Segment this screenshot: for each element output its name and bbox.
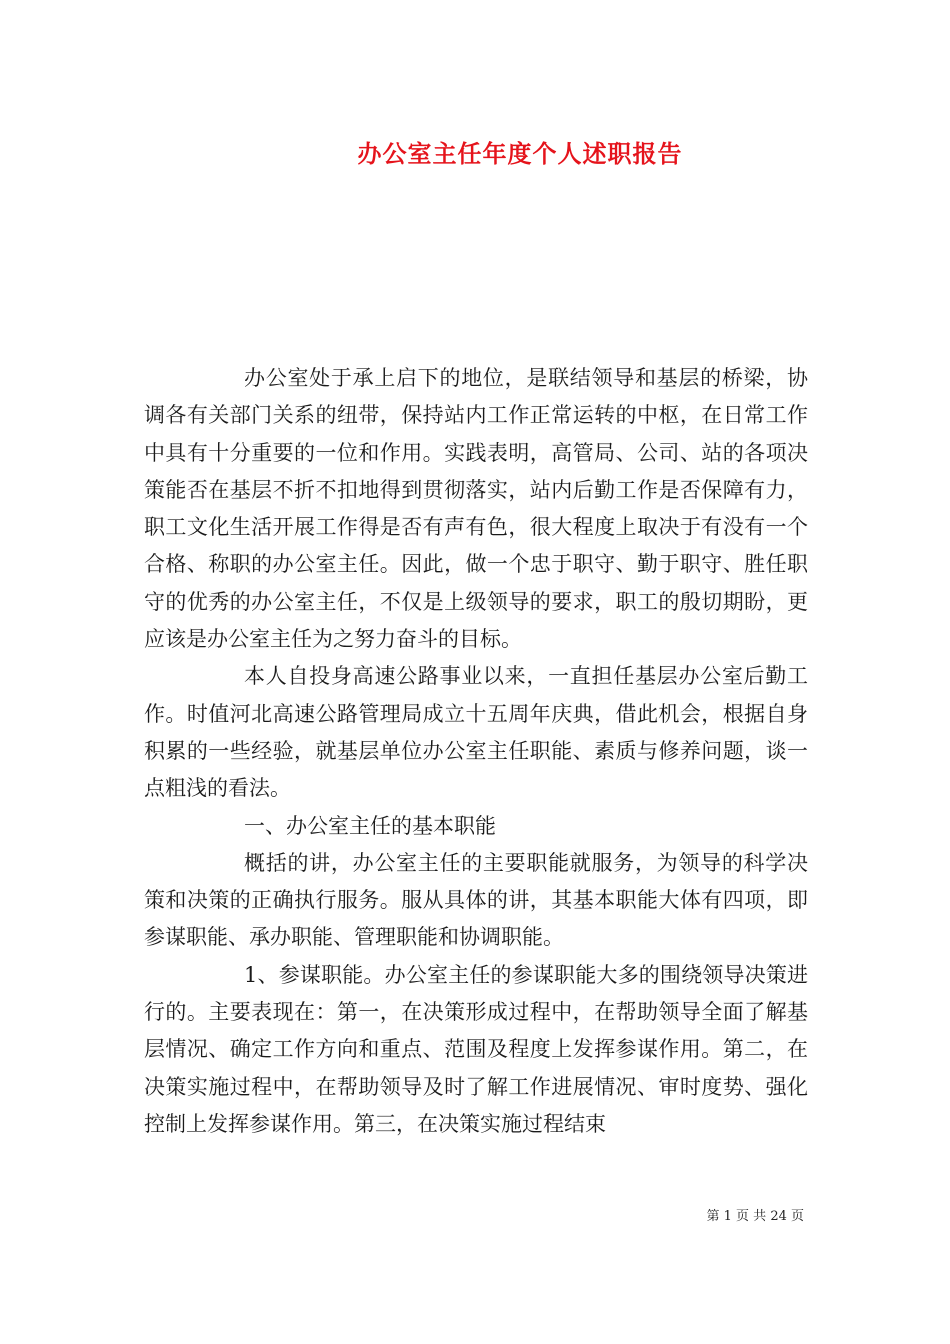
paragraph-functions-overview: 概括的讲，办公室主任的主要职能就服务，为领导的科学决策和决策的正确执行服务。服从具体的讲，其基本职能大体有四项，即参谋职能、承办职能、管理职能和协调职能。 (144, 850, 808, 950)
page-number: 第 1 页 共 24 页 (706, 1209, 804, 1224)
section-heading-basic-functions: 一、办公室主任的基本职能 (244, 813, 496, 838)
paragraph-advisory-function: 1、参谋职能。办公室主任的参谋职能大多的围绕领导决策进行的。主要表现在：第一，在决策形成过程中，在帮助领导全面了解基层情况、确定工作方向和重点、范围及程度上发挥参谋作用。第二，在决策实施过程中，在帮助领导及时了解工作进展情况、审时度势、强化控制上发挥参谋作用。第三，在决策实施过程结束 (144, 962, 808, 1136)
paragraph-background: 本人自投身高速公路事业以来，一直担任基层办公室后勤工作。时值河北高速公路管理局成立十五周年庆典，借此机会，根据自身积累的一些经验，就基层单位办公室主任职能、素质与修养问题，谈一点粗浅的看法。 (144, 664, 808, 801)
document-body (144, 360, 808, 1143)
document-title: 办公室主任年度个人述职报告 (357, 139, 683, 168)
paragraph-intro: 办公室处于承上启下的地位，是联结领导和基层的桥梁，协调各有关部门关系的纽带，保持站内工作正常运转的中枢，在日常工作中具有十分重要的一位和作用。实践表明，高管局、公司、站的各项决策能否在基层不折不扣地得到贯彻落实，站内后勤工作是否保障有力，职工文化生活开展工作得是否有声有色，很大程度上取决于有没有一个合格、称职的办公室主任。因此，做一个忠于职守、勤于职守、胜任职守的优秀的办公室主任，不仅是上级领导的要求，职工的殷切期盼，更应该是办公室主任为之努力奋斗的目标。 (144, 366, 808, 652)
